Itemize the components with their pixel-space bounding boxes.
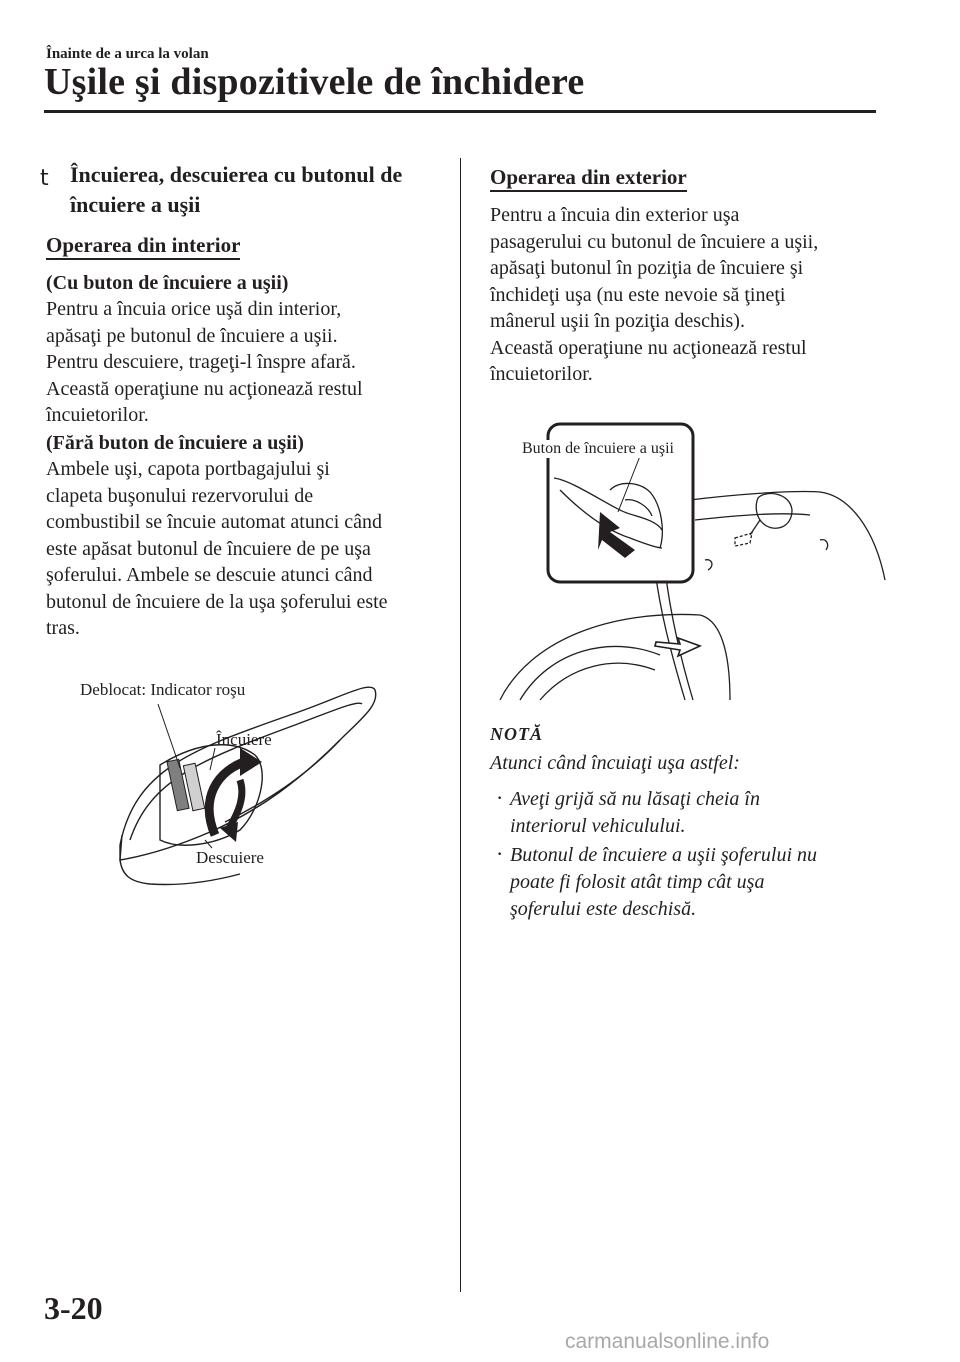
text-line: Butonul de încuiere a uşii şoferului nu: [510, 844, 818, 866]
text-line: combustibil se încuie automat atunci când: [46, 511, 383, 533]
note-bullet: [494, 786, 884, 840]
without-button-label: (Fără buton de încuiere a uşii): [46, 432, 304, 454]
text-line: apăsaţi pe butonul de încuiere a uşii.: [46, 324, 338, 347]
text-line: Aveţi grijă să nu lăsaţi cheia în: [510, 788, 760, 810]
text-line: poate fi folosit atât timp cât uşa: [510, 871, 765, 893]
text-line: închideţi uşa (nu este nevoie să ţineţi: [490, 283, 786, 306]
section-heading: [70, 160, 440, 220]
text-line: Această operaţiune nu acţionează restul: [46, 377, 363, 400]
text-line: butonul de încuiere de la uşa şoferului este: [46, 590, 388, 613]
text-line: este apăsat butonul de încuiere de pe uşa: [46, 537, 371, 560]
section-bullet-icon: t: [40, 166, 49, 191]
text-line: şoferului. Ambele se descuie atunci când: [46, 564, 373, 586]
label-lock-button: Buton de încuiere a uşii: [522, 440, 674, 457]
text-line: Pentru a încuia din exterior uşa: [490, 204, 740, 226]
exterior-heading: Operarea din exterior: [490, 165, 687, 192]
interior-lock-figure: [40, 660, 460, 910]
with-button-label: (Cu buton de încuiere a uşii): [46, 272, 289, 294]
text-line: Ambele uşi, capota portbagajului şi: [46, 458, 330, 480]
note-title: NOTĂ: [490, 724, 543, 744]
note-bullet: [494, 842, 884, 923]
label-unlock: Descuiere: [196, 848, 264, 867]
note-intro: Atunci când încuiaţi uşa astfel:: [490, 752, 740, 774]
page-title: Uşile şi dispozitivele de închidere: [44, 61, 585, 103]
page-number: 3-20: [44, 1290, 103, 1326]
text-line: încuietorilor.: [490, 363, 593, 385]
watermark-link[interactable]: carmanualsonline.info: [565, 1330, 770, 1353]
text-line: pasagerului cu butonul de încuiere a uşii,: [490, 230, 819, 253]
text-line: Pentru a încuia orice uşă din interior,: [46, 298, 342, 320]
text-line: încuietorilor.: [46, 404, 149, 426]
title-rule: [44, 110, 876, 113]
label-unlocked-indicator: Deblocat: Indicator roşu: [80, 680, 246, 699]
interior-heading-wrap: [46, 232, 240, 258]
exterior-heading-wrap: [490, 164, 687, 190]
text-line: clapeta buşonului rezervorului de: [46, 484, 314, 507]
interior-heading: Operarea din interior: [46, 233, 240, 260]
note-bullets: [494, 786, 884, 925]
text-line: Această operaţiune nu acţionează restul: [490, 336, 807, 359]
text-line: şoferului este deschisă.: [510, 898, 697, 920]
exterior-text: [490, 202, 890, 388]
text-line: Pentru descuiere, trageţi-l înspre afară.: [46, 351, 356, 373]
car-door-illustration: [490, 420, 890, 705]
with-button-text: [46, 296, 446, 429]
text-line: interiorul vehiculului.: [510, 815, 686, 837]
section-heading-line-1: Încuierea, descuierea cu butonul de: [70, 162, 403, 187]
exterior-door-figure: [490, 420, 890, 705]
chapter-kicker: Înainte de a urca la volan: [46, 46, 209, 62]
text-line: tras.: [46, 617, 80, 639]
without-button-text: [46, 456, 446, 642]
text-line: mânerul uşii în poziţia deschis).: [490, 310, 745, 332]
column-divider: [460, 158, 461, 1292]
text-line: apăsaţi butonul în poziţia de încuiere şi: [490, 257, 804, 279]
label-lock: Încuiere: [216, 730, 272, 749]
section-heading-line-2: încuiere a uşii: [70, 192, 201, 217]
